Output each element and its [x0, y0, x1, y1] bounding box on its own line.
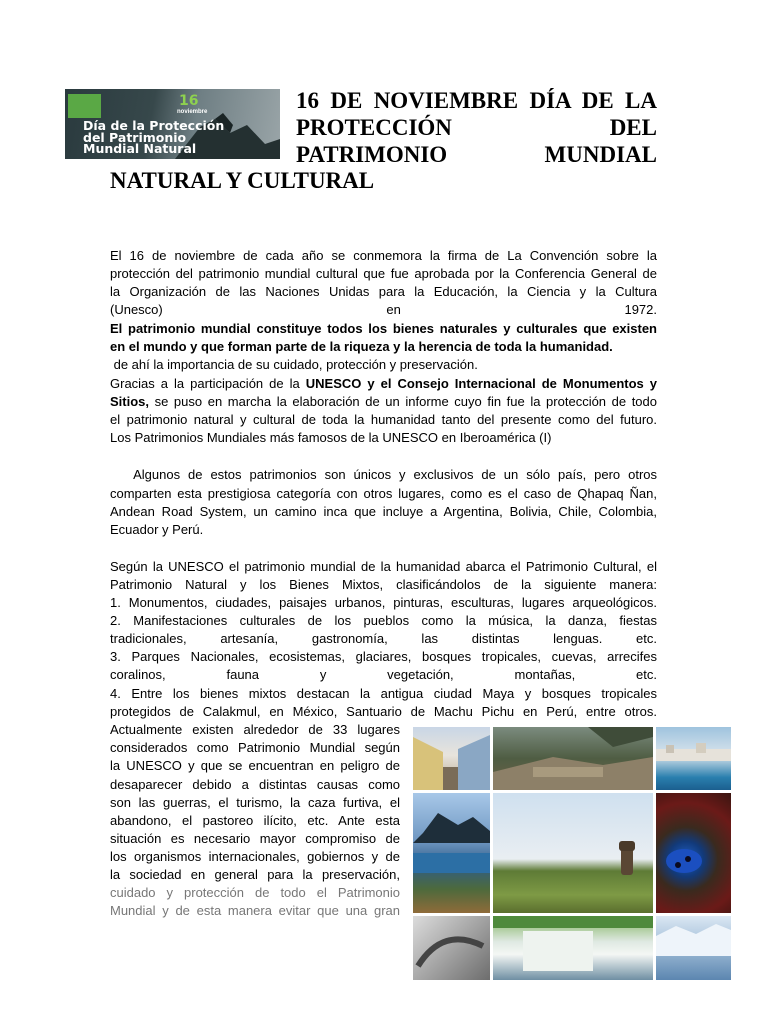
paragraph-line: comparten esta prestigiosa categoría con otros lugares, como es el caso de Qhapaq Ñan, [110, 486, 657, 501]
paragraph-line: el patrimonio natural y cultural de toda la humanidad tanto del presente como del futuro. [110, 412, 657, 427]
paragraph-line: 4. Entre los bienes mixtos destacan la antigua ciudad Maya y bosques tropicales [110, 686, 657, 701]
text-run-bold: UNESCO y el Consejo Internacional de Monumentos y [305, 376, 657, 391]
paragraph-line: la Organización de las Naciones Unidas para la Educación, la Ciencia y la Cultura [110, 284, 657, 299]
paragraph-line: 3. Parques Nacionales, ecosistemas, glaciares, bosques tropicales, cuevas, arrecifes [110, 649, 657, 664]
paragraph-line: Los Patrimonios Mundiales más famosos de la UNESCO en Iberoamérica (I) [110, 430, 552, 445]
title-line3: PATRIMONIO MUNDIAL [296, 142, 657, 167]
paragraph-line: considerados como Patrimonio Mundial según [110, 740, 400, 755]
green-block [68, 94, 101, 118]
text-run-bold: Sitios, [110, 394, 150, 409]
paragraph-line: los organismos internacionales, gobiernos y de [110, 849, 400, 864]
coastal-city-photo [656, 727, 731, 790]
paragraph-line: la UNESCO y que se encuentran en peligro de [110, 758, 400, 773]
paragraph-line: coralinos, fauna y vegetación, montañas, etc. [110, 667, 657, 682]
paragraph-line: Algunos de estos patrimonios son únicos y exclusivos de un sólo país, pero otros [110, 467, 657, 482]
paragraph-line: El patrimonio mundial constituye todos los bienes naturales y culturales que existen [110, 321, 657, 336]
paragraph-line: abandono, el pastoreo ilícito, etc. Ante esta [110, 813, 400, 828]
banner-month: noviembre [177, 109, 208, 115]
heritage-photo-collage [413, 727, 731, 980]
paragraph-line: Patrimonio Natural y los Bienes Mixtos, clasificándolos de la siguiente manera: [110, 577, 657, 592]
glacier-photo [656, 916, 731, 980]
stone-ruins-photo [413, 916, 490, 980]
banner-image [65, 89, 280, 159]
paragraph-line [110, 301, 657, 319]
paragraph-line [110, 393, 657, 411]
paragraph-line: de ahí la importancia de su cuidado, protección y preservación. [110, 357, 478, 372]
island-coast-photo [413, 793, 490, 913]
banner-day: 16 [179, 93, 199, 109]
paragraph-line: Ecuador y Perú. [110, 522, 204, 537]
paragraph-line [110, 375, 657, 393]
unesco-text: (Unesco) en 1972. [110, 302, 657, 317]
banner-line1: Día de la Protección [83, 118, 225, 133]
banner-line2: del Patrimonio [83, 129, 187, 145]
paragraph-line: protección del patrimonio mundial cultural que fue aprobada por la Conferencia General de [110, 266, 657, 281]
paragraph-line: El 16 de noviembre de cada año se conmemora la firma de La Convención sobre la [110, 248, 657, 263]
paragraph-line: desaparecer debido a distintas causas como [110, 777, 400, 792]
easter-island-moai-photo [493, 793, 653, 913]
paragraph-line: situación es necesario mayor compromiso de [110, 831, 400, 846]
paragraph-line: Andean Road System, un camino inca que incluye a Argentina, Bolivia, Chile, Colombia, [110, 504, 657, 519]
banner-line3: Mundial Natural [83, 141, 197, 156]
title-line1: 16 DE NOVIEMBRE DÍA DE LA [296, 88, 657, 113]
paragraph-line: son las guerras, el turismo, la caza furtiva, el [110, 795, 400, 810]
text-run: Gracias a la participación de la [110, 376, 306, 391]
paragraph-line: en el mundo y que forman parte de la riqueza y la herencia de toda la humanidad. [110, 339, 613, 354]
paragraph-line: la sociedad en general para la preservación, [110, 867, 400, 882]
paragraph-line: protegidos de Calakmul, en México, Santuario de Machu Pichu en Perú, entre otros. [110, 704, 657, 719]
banner-text [83, 120, 224, 155]
title-line4: NATURAL Y CULTURAL [110, 168, 375, 193]
colonial-street-photo [413, 727, 490, 790]
text-run: se puso en marcha la elaboración de un informe cuyo fin fue la protección de todo [149, 394, 657, 409]
paragraph-line: Según la UNESCO el patrimonio mundial de la humanidad abarca el Patrimonio Cultural, el [110, 559, 657, 574]
paragraph-line: tradicionales, artesanía, gastronomía, las distintas lenguas. etc. [110, 631, 657, 646]
blue-frog-photo [656, 793, 731, 913]
title-line2: PROTECCIÓN DEL [296, 115, 657, 140]
waterfall-photo [493, 916, 653, 980]
paragraph-line: cuidado y protección de todo el Patrimonio [110, 885, 400, 900]
paragraph-line: Mundial y de esta manera evitar que una gran [110, 903, 400, 918]
paragraph-line: 1. Monumentos, ciudades, paisajes urbanos, pinturas, esculturas, lugares arqueológicos. [110, 595, 657, 610]
machu-picchu-photo [493, 727, 653, 790]
paragraph-line: Actualmente existen alrededor de 33 lugares [110, 722, 400, 737]
paragraph-line: 2. Manifestaciones culturales de los pueblos como la música, la danza, fiestas [110, 613, 657, 628]
